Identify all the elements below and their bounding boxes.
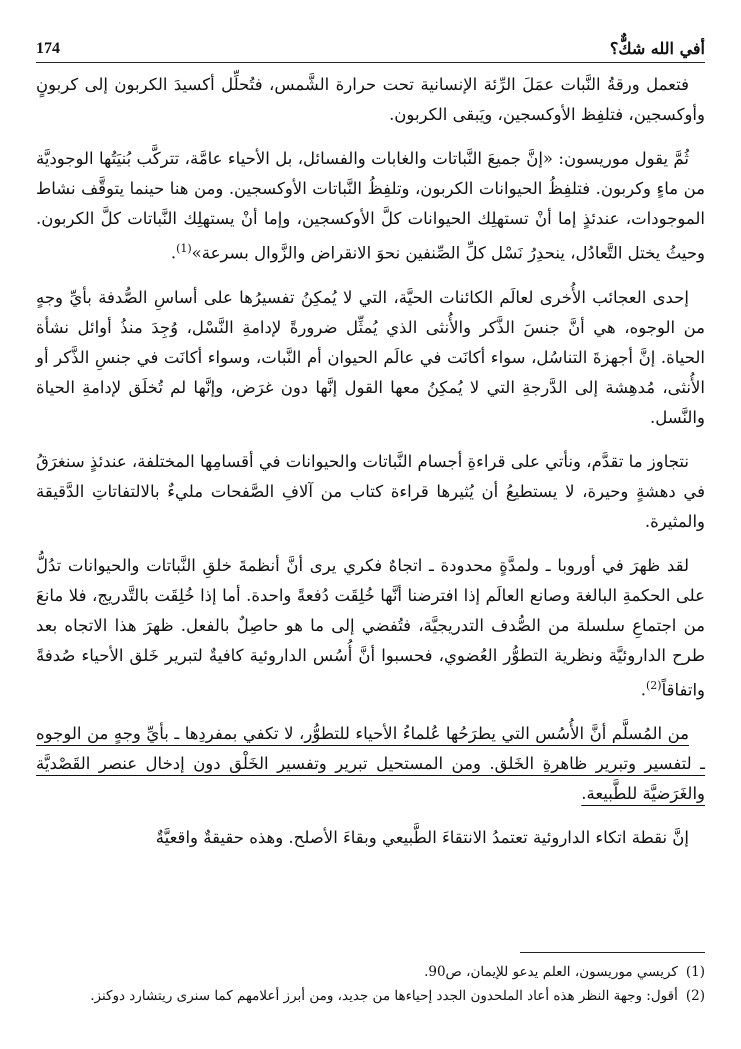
footnote-divider: [520, 952, 705, 953]
footnote-text: كريسي موريسون، العلم يدعو للإيمان، ص90.: [424, 964, 678, 980]
footnote-text: أقول: وجهة النظر هذه أعاد الملحدون الجدد إحياءها من جديد، ومن أبرز أعلامهم كما سنرى ريتشارد دوكنز.: [90, 988, 678, 1004]
footnotes: [36, 960, 705, 1008]
footnote-ref[interactable]: (1): [176, 242, 192, 255]
paragraph-text: إنَّ نقطة اتكاء الداروئية تعتمدُ الانتقاءَ الطَّبيعي وبقاءَ الأصلح. وهذه حقيقةٌ واقعيَّةٌ: [155, 828, 689, 847]
paragraph-underlined: [36, 719, 705, 809]
paragraph: [36, 823, 705, 853]
page-body: [36, 70, 705, 867]
paragraph-text: من المُسلَّم أنَّ الأُسُس التي يطرَحُها عُلماءُ الأحياء للتطوُّر، لا تكفي بمفردِها ـ بأيِّ وجهٍ من الوجوه ـ لتفسير وتبرير ظاهرةِ الخَلق. ومن المستحيل تبرير وتفسير الخَلْق دون إدخال عنصر القَصْديَّة والغَرَضيَّة للطَّبيعة.: [36, 724, 705, 803]
page-number: 174: [36, 40, 60, 57]
page-header: [36, 18, 705, 63]
footnote-number: (1): [685, 964, 705, 980]
footnote: [36, 984, 705, 1008]
paragraph-text: نتجاوز ما تقدَّم، ونأتي على قراءةِ أجسام النَّباتات والحيوانات في أقسامِها المختلفة، عندئذٍ سنغرَقُ في دهشةٍ وحيرة، لا يستطيعُ أن يُثيرها قراءة كتاب من آلافِ الصَّفحات مليءٌ بالالتفاتاتِ الدَّقيقة والمثيرة.: [36, 451, 705, 531]
paragraph: [36, 283, 705, 433]
paragraph-text: فتعمل ورقةُ النَّبات عمَلَ الرِّئة الإنسانية تحت حرارة الشَّمس، فتُحلِّل أكسيدَ الكربون إلى كربونٍ وأوكسجين، فتلفِظ الأوكسجين، ويَبقى الكربون.: [36, 75, 705, 124]
paragraph: لقد ظهرَ في أوروبا ـ ولمدَّةٍ محدودة ـ اتجاهٌ فكري يرى أنَّ أنظمةَ خلقِ النَّباتات والحيوانات تدُلُّ على الحكمةِ البالغة وصانع العالَم إذا افترضنا أنَّها خُلِقَت دُفعةً واحدة. أما إذا خُلِقَت بالتَّدريج، فلا مانعَ من اجتماعِ سلسلة من الصُّدف التدريجيَّة، فتُفضي إلى ما هو حاصِلٌ بالفعل. ظهرَ هذا الاتجاه بعد طرح الداروئيَّة ونظرية التطوُّر العُضوي، فحسبوا أنَّ أُسُس الداروئية كافيةٌ لتبرير خَلق الأحياء صُدفةً واتفاقاً$^{(2)}$.: [36, 555, 705, 699]
paragraph: [36, 447, 705, 537]
paragraph: [36, 70, 705, 130]
footnote-ref[interactable]: (2): [645, 678, 662, 692]
paragraph-text: ثُمَّ يقول موريسون: «إنَّ جميعَ النَّباتات والغابات والفسائل، بل الأحياء عامَّة، تتركَّب بُنيَتُها الوجوديَّة من ماءٍ وكربون. فتلفِظُ الحيوانات الكربون، وتلفِظُ النَّباتات الأوكسجين. ومن هنا حينما يتوقَّف نشاط الموجودات، عندئذٍ إما أنْ تستهلِك الحيوانات كلَّ الأوكسجين، وإما أنْ يستهلِك النَّباتات كلَّ الكربون. وحيثُ يختل التَّعادُل، ينحدِرُ نَسْل كلِّ الصِّنفين نحوَ الانقراض والزَّوال بسرعة»: [36, 149, 705, 263]
paragraph: ثُمَّ يقول موريسون: «إنَّ جميعَ النَّباتات والغابات والفسائل، بل الأحياء عامَّة، تتركَّب بُنيَتُها الوجوديَّة من ماءٍ وكربون. فتلفِظُ الحيوانات الكربون، وتلفِظُ النَّباتات الأوكسجين. ومن هنا حينما يتوقَّف نشاط الموجودات، عندئذٍ إما أنْ تستهلِك الحيوانات كلَّ الأوكسجين، وإما أنْ يستهلِك النَّباتات كلَّ الكربون. وحيثُ يختل التَّعادُل، ينحدِرُ نَسْل كلِّ الصِّنفين نحوَ الانقراض والزَّوال بسرعة»$^{(1)}$.: [36, 149, 705, 263]
paragraph-text: لقد ظهرَ في أوروبا ـ ولمدَّةٍ محدودة ـ اتجاهٌ فكري يرى أنَّ أنظمةَ خلقِ النَّباتات والحيوانات تدُلُّ على الحكمةِ البالغة وصانع العالَم إذا افترضنا أنَّها خُلِقَت دُفعةً واحدة. أما إذا خُلِقَت بالتَّدريج، فلا مانعَ من اجتماعِ سلسلة من الصُّدف التدريجيَّة، فتُفضي إلى ما هو حاصِلٌ بالفعل. ظهرَ هذا الاتجاه بعد طرح الداروئيَّة ونظرية التطوُّر العُضوي، فحسبوا أنَّ أُسُس الداروئية كافيةٌ لتبرير خَلق الأحياء صُدفةً واتفاقاً: [36, 555, 705, 699]
paragraph-text: إحدى العجائب الأُخرى لعالَم الكائنات الحيَّة، التي لا يُمكِنُ تفسيرُها على أساسِ الصُّدفة بأيِّ وجهٍ من الوجوه، هي أنَّ جنسَ الذَّكر والأُنثى الذي يُمثِّل ضرورةً لإدامةِ النَّسْل، وُجِدَ منذُ أوائل نشأة الحياة. إنَّ أجهزةَ التناسُل، سواء أكانَت في عالَم الحيوان أم النَّبات، وسواء أكانَت في جنسِ الذَّكر أو الأُنثى، مُدهِشة إلى الدَّرجةِ التي لا يُمكِنُ معها القول إنَّها دون غرَض، وإنَّها لم تُخلَق لإدامةِ الحياة والنَّسل.: [36, 287, 705, 427]
footnote-number: (2): [685, 988, 705, 1004]
running-title: أفي الله شكٌّ؟: [609, 39, 705, 58]
footnote: [36, 960, 705, 984]
